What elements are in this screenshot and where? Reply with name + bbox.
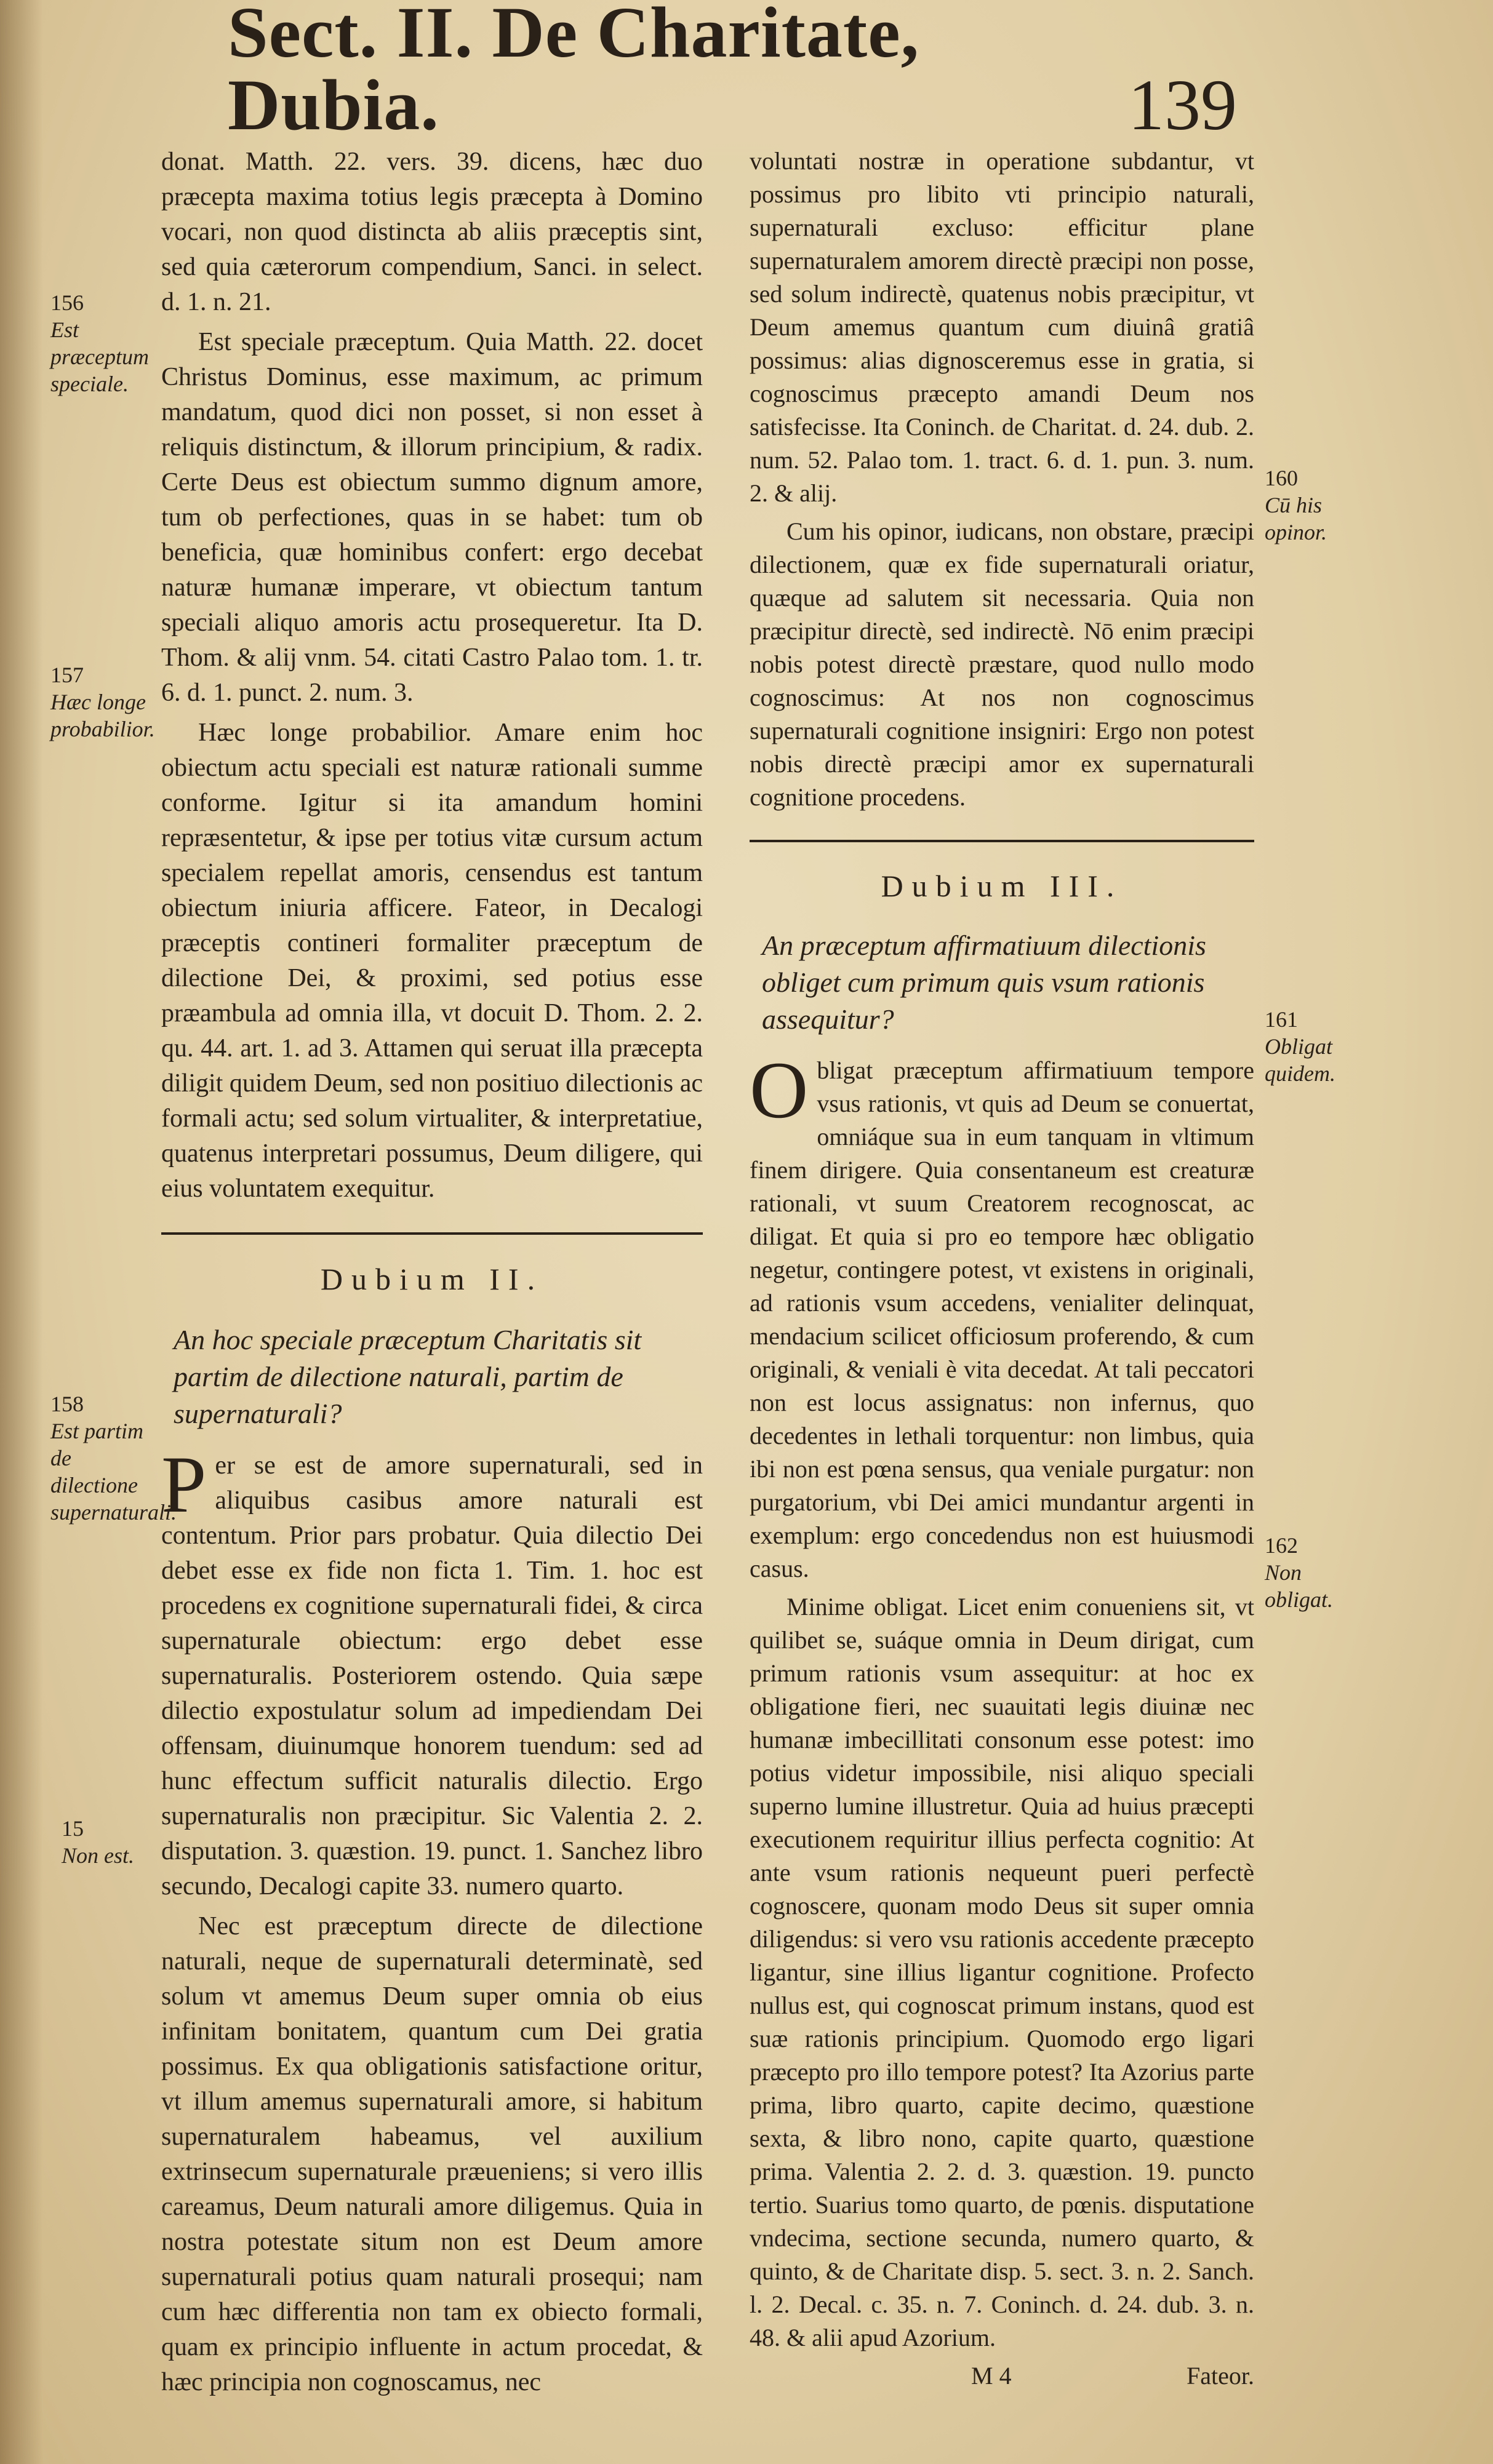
- margin-note: [1265, 1532, 1351, 1613]
- margin-note: [50, 661, 155, 743]
- margin-note-text: Non obligat.: [1265, 1560, 1334, 1612]
- paragraph: [161, 1439, 703, 1904]
- paragraph: Nec est præceptum directe de dilectione naturali, neque de supernaturali determinatè, sed solum vt amemus Deum super omnia ob eius infinitam bonitatem, quantum cum Dei gratia possimus. Ex qua obligationis satisfactione oritur, vt illum amemus supernaturali amore, si habitum supernaturalem habeamus, vel auxilium extrinsecum supernaturale præueniens; si vero illis careamus, Deum naturali amore diligemus. Quia in nostra potestate situm non est Deum amore supernaturali potius quam naturali prosequi; nam cum hæc differentia non tam ex obiecto formali, quam ex principio influente in actum procedat, & hæc principia non cognoscamus, nec: [161, 1912, 703, 2396]
- margin-note: [50, 289, 155, 397]
- section-rule: [750, 840, 1254, 842]
- page-footer: [750, 2359, 1254, 2393]
- paragraph: Minime obligat. Licet enim conueniens sit, vt quilibet se, suáque omnia in Deum dirigat, cum primum rationis vsum assequitur: at hoc ex obligatione fieri, nec suauitati legis diuinæ nec humanæ imbecillitati consonum esse potest: imo potius videtur impossibile, nisi aliquo speciali superno lumine illustretur. Quia ad huius præcepti executionem requiritur illius perfecta cognitio: At ante vsum rationis nequeunt pueri perfectè cognoscere, quonam modo Deus sit super omnia diligendus: si vero vsu rationis accedente præcepto ligantur, sine illius ligantur cognitione. Profecto nullus est, qui cognoscat primum instans, quod est suæ rationis principium. Quomodo ergo ligari præcepto pro illo tempore potest? Ita Azorius parte prima, libro quarto, capite decimo, quæstione sexta, & libro nono, capite quarto, quæstione prima. Valentia 2. 2. d. 3. quæstion. 19. puncto tertio. Suarius tomo quarto, de pœnis. disputatione vndecima, sectione secunda, numero quarto, & quinto, & de Charitate disp. 5. sect. 3. n. 2. Sanch. l. 2. Decal. c. 35. n. 7. Coninch. d. 24. dub. 3. n. 48. & alii apud Azorium.: [750, 1593, 1254, 2351]
- dubium-question: An præceptum affirmatiuum dilectionis obliget cum primum quis vsum rationis assequitur?: [762, 930, 1206, 1035]
- margin-note-number: 157: [50, 663, 84, 687]
- margin-note-text: Est præceptum speciale.: [50, 317, 149, 396]
- paragraph: Cum his opinor, iudicans, non obstare, præcipi dilectionem, quæ ex fide supernaturali oriatur, quæque ad salutem sit necessaria. Quia non præcipitur directè, sed indirectè. Nō enim præcipi nobis potest directè præstare, quod nullo modo cognoscimus: At nos non cognoscimus supernaturali cognitione insigniri: Ergo non potest nobis directè præcipi amor ex supernaturali cognitione procedens.: [750, 517, 1254, 811]
- running-header: [228, 0, 1237, 145]
- drop-cap: P: [161, 1439, 207, 1529]
- paragraph: Est speciale præceptum. Quia Matth. 22. docet Christus Dominus, esse maximum, ac primum mandatum, quod dici non posset, si non esset à reliquis distinctum, & illorum principium, & radix. Certe Deus est obiectum summo dignum amore, tum ob perfectiones, quas in se habet: tum ob beneficia, quæ hominibus confert: ergo decebat naturæ humanæ imperare, vt obiectum tantum speciali aliquo amoris actu prosequeretur. Ita D. Thom. & alij vnm. 54. citati Castro Palao tom. 1. tr. 6. d. 1. punct. 2. num. 3.: [161, 328, 703, 707]
- page-number: 139: [1128, 65, 1237, 145]
- margin-note-number: 162: [1265, 1533, 1298, 1558]
- margin-note-number: 158: [50, 1392, 84, 1416]
- dubium-heading: Dubium II.: [320, 1262, 544, 1296]
- section-rule: [161, 1232, 703, 1235]
- margin-note-number: 160: [1265, 466, 1298, 490]
- margin-note: [1265, 464, 1351, 546]
- dubium-heading: Dubium III.: [881, 869, 1123, 903]
- left-column: [161, 145, 703, 2405]
- margin-note-text: Hæc longe probabilior.: [50, 690, 155, 741]
- paragraph-text: bligat præceptum affirmatiuum tempore vsus rationis, vt quis ad Deum se conuertat, omniáque sua in eum tanquam in vltimum finem dirigere. Quia consentaneum est creaturæ rationali, vt suum Creatorem recognoscat, ac diligat. Et quia si pro eo tempore hæc obligatio negetur, contingere potest, vt existens in originali, ad rationis vsum accedens, venialiter delinquat, mendacium scilicet officiosum proferendo, & cum originali, & veniali è vita decedat. At tali peccatori non est locus assignatus: non infernus, quo decedentes in lethali torquentur: non limbus, quia ibi non est pœna sensus, qua veniale purgatur: non purgatorium, vbi Dei amici mundantur argenti in exemplum: ergo concedendus non est huiusmodi casus.: [750, 1056, 1254, 1582]
- margin-note: [1265, 1006, 1351, 1087]
- paragraph: voluntati nostræ in operatione subdantur, vt possimus pro libito vti principio naturali, supernaturali excluso: efficitur plane supernaturalem amorem directè præcipi non posse, sed solum indirectè, quatenus nobis præcipitur, vt Deum amemus quantum cum diuinâ gratiâ possimus: alias dignosceremus esse in gratia, si cognoscimus præcepto amandi Deum nos satisfecisse. Ita Coninch. de Charitat. d. 24. dub. 2. num. 52. Palao tom. 1. tract. 6. d. 1. pun. 3. num. 2. & alij.: [750, 147, 1254, 507]
- margin-note-text: Non est.: [62, 1843, 135, 1868]
- paragraph: Hæc longe probabilior. Amare enim hoc obiectum actu speciali est naturæ rationali summe conforme. Igitur si ita amandum homini repræsentetur, & ipse per totius vitæ cursum actum specialem repellat amoris, censendus est tantum obiectum iniuria afficere. Fateor, in Decalogi præceptis contineri formaliter præceptum de dilectione Dei, & proximi, sed potius esse præambula ad omnia illa, vt docuit D. Thom. 2. 2. qu. 44. art. 1. ad 3. Attamen qui seruat illa præcepta diligit quidem Deum, sed non positiuo dilectionis ac formali actu; sed solum virtualiter, & interpretatiue, quatenus interpretari possumus, Deum diligere, qui eius voluntatem exequitur.: [161, 719, 703, 1203]
- margin-note: [62, 1815, 154, 1869]
- margin-note-text: Cū his opinor.: [1265, 493, 1327, 544]
- margin-note-text: Obligat quidem.: [1265, 1034, 1335, 1086]
- margin-note-text: Est partim de dilectione supernaturali.: [50, 1419, 177, 1525]
- drop-cap: O: [750, 1045, 809, 1135]
- margin-note-number: 15: [62, 1816, 84, 1841]
- dubium-question: An hoc speciale præceptum Charitatis sit partim de dilectione naturali, partim de supernaturali?: [174, 1324, 642, 1429]
- page-title: Sect. II. De Charitate, Dubia.: [228, 0, 920, 145]
- margin-note-number: 156: [50, 290, 84, 315]
- binding-shadow: [0, 0, 43, 2464]
- paragraph: [750, 1045, 1254, 1585]
- paragraph-text: er se est de amore supernaturali, sed in aliquibus casibus amore naturali est contentum. Prior pars probatur. Quia dilectio Dei debet esse ex fide non ficta 1. Tim. 1. hoc est procedens ex cognitione supernaturali fidei, & circa supernaturale obiectum: ergo debet esse supernaturalis. Posteriorem ostendo. Quia sæpe dilectio expostulatur solum ad impediendam Dei offensam, diuinumque honorem tuendum: sed ad hunc effectum sufficit naturalis dilectio. Ergo supernaturalis non præcipitur. Sic Valentia 2. 2. disputation. 3. quæstion. 19. punct. 1. Sanchez libro secundo, Decalogi capite 33. numero quarto.: [161, 1451, 703, 1900]
- right-column: [750, 145, 1254, 2393]
- margin-note-number: 161: [1265, 1007, 1298, 1032]
- paragraph: donat. Matth. 22. vers. 39. dicens, hæc duo præcepta maxima totius legis præcepta à Domino vocari, non quod distincta ab aliis præceptis sint, sed quia cæterorum compendium, Sanci. in select. d. 1. n. 21.: [161, 148, 703, 316]
- signature-mark: M 4: [971, 2362, 1012, 2390]
- margin-note: [50, 1390, 177, 1526]
- catchword: Fateor.: [1187, 2362, 1254, 2390]
